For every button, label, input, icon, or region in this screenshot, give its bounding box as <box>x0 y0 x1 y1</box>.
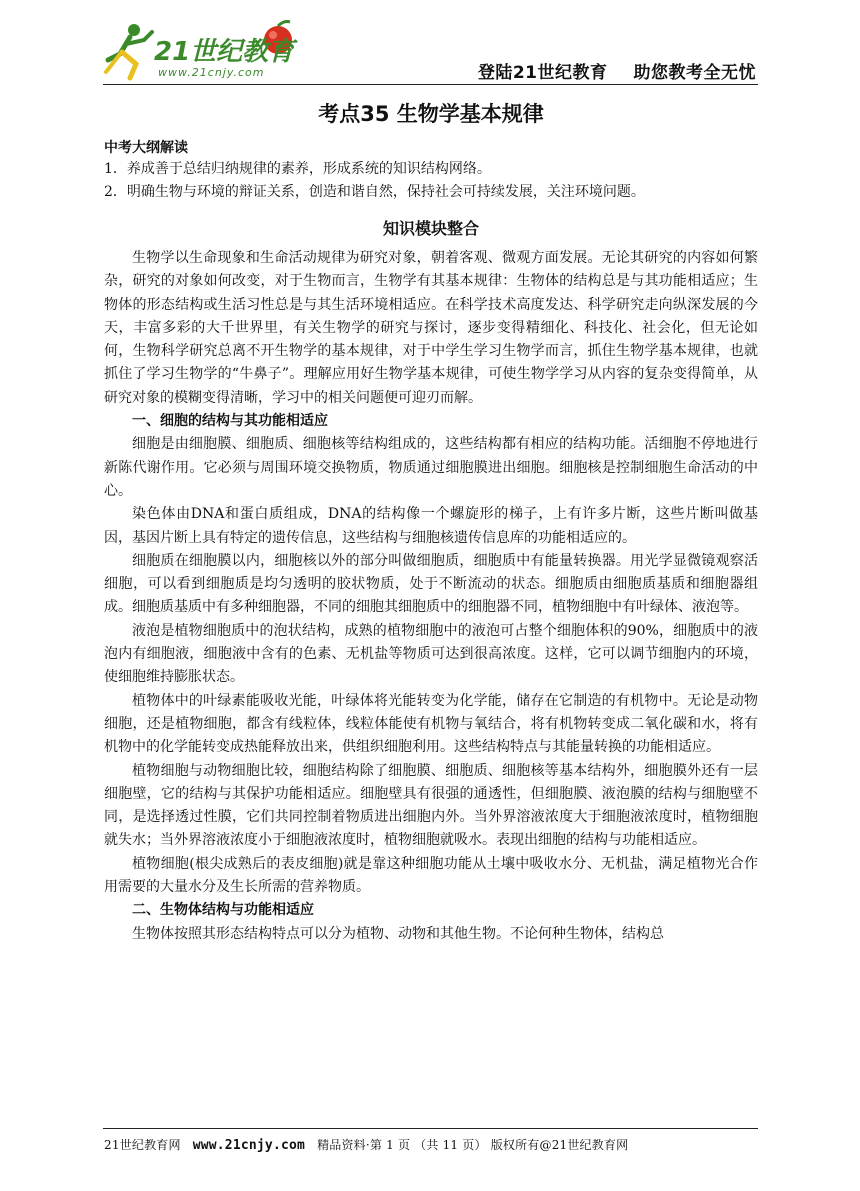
intro-paragraph: 生物学以生命现象和生命活动规律为研究对象，朝着客观、微观方面发展。无论其研究的内容如何繁杂，研究的对象如何改变，对于生物而言，生物学有其基本规律：生物体的结构总是与其功能相适应；生物体的形态结构或生活习性总是与其生活环境相适应。在科学技术高度发达、科学研究走向纵深发展的今天，丰富多彩的大千世界里，有关生物学的研究与探讨，逐步变得精细化、科技化、社会化，但无论如何，生物科学研究总离不开生物学的基本规律，对于中学生学习生物学而言，抓住生物学基本规律，也就抓住了学习生物学的“牛鼻子”。理解应用好生物学基本规律，可使生物学学习从内容的复杂变得简单，从研究对象的模糊变得清晰，学习中的相关问题便可迎刃而解。 <box>104 250 758 406</box>
paragraph: 液泡是植物细胞质中的泡状结构，成熟的植物细胞中的液泡可占整个细胞体积的90%，细胞质中的液泡内有细胞液，细胞液中含有的色素、无机盐等物质可达到很高浓度。这样，它可以调节细胞内的环境，使细胞维持膨胀状态。 <box>104 622 758 686</box>
paragraph: 染色体由DNA和蛋白质组成，DNA的结构像一个螺旋形的梯子，上有许多片断，这些片断叫做基因，基因片断上具有特定的遗传信息，这些结构与细胞核遗传信息库的功能相适应的。 <box>104 506 758 546</box>
outline-item: 2．明确生物与环境的辩证关系，创造和谐自然，保持社会可持续发展，关注环境问题。 <box>104 184 645 200</box>
document-body <box>104 98 758 946</box>
section-title: 知识模块整合 <box>382 219 479 238</box>
paragraph: 植物体中的叶绿素能吸收光能，叶绿体将光能转变为化学能，储存在它制造的有机物中。无论是动物细胞，还是植物细胞，都含有线粒体，线粒体能使有机物与氧结合，将有机物转变成二氧化碳和水，将有机物中的化学能转变成热能释放出来，供组织细胞利用。这些结构特点与其能量转换的功能相适应。 <box>104 692 758 756</box>
paragraph: 细胞质在细胞膜以内，细胞核以外的部分叫做细胞质，细胞质中有能量转换器。用光学显微镜观察活细胞，可以看到细胞质是均匀透明的胶状物质，处于不断流动的状态。细胞质由细胞质基质和细胞器组成。细胞质基质中有多种细胞器，不同的细胞其细胞质中的细胞器不同，植物细胞中有叶绿体、液泡等。 <box>104 552 758 616</box>
runner-icon <box>106 24 152 78</box>
footer-site-url[interactable]: www.21cnjy.com <box>192 1138 306 1153</box>
footer-page-info: 精品资料·第 1 页 （共 11 页） <box>317 1138 487 1152</box>
outline-item: 1．养成善于总结归纳规律的素养，形成系统的知识结构网络。 <box>104 161 491 177</box>
slogan-login: 登陆21世纪教育 <box>477 63 608 83</box>
page-title: 考点35 生物学基本规律 <box>318 102 544 126</box>
paragraph: 植物细胞与动物细胞比较，细胞结构除了细胞膜、细胞质、细胞核等基本结构外，细胞膜外还有一层细胞壁，它的结构与其保护功能相适应。细胞壁具有很强的通透性，但细胞膜、液泡膜的结构与细胞壁不同，是选择透过性膜，它们共同控制着物质进出细胞内外。当外界溶液浓度大于细胞液浓度时，植物细胞就失水；当外界溶液浓度小于细胞液浓度时，植物细胞就吸水。表现出细胞的结构与功能相适应。 <box>104 762 758 849</box>
part2-heading: 二、生物体结构与功能相适应 <box>132 902 314 919</box>
paragraph: 植物细胞(根尖成熟后的表皮细胞)就是靠这种细胞功能从土壤中吸收水分、无机盐，满足植物光合作用需要的大量水分及生长所需的营养物质。 <box>104 855 758 896</box>
header-slogan <box>478 58 756 83</box>
footer-site-name: 21世纪教育网 <box>104 1138 181 1152</box>
header-divider <box>103 84 758 85</box>
page-footer <box>104 1136 758 1153</box>
logo-url: www.21cnjy.com <box>158 66 265 79</box>
site-logo <box>100 20 310 82</box>
slogan-help: 助您教考全无忧 <box>633 63 756 83</box>
part1-heading: 一、细胞的结构与其功能相适应 <box>132 413 328 430</box>
page-header <box>0 0 860 90</box>
footer-divider <box>103 1128 758 1129</box>
paragraph: 生物体按照其形态结构特点可以分为植物、动物和其他生物。不论何种生物体，结构总 <box>132 925 664 942</box>
outline-heading: 中考大纲解读 <box>104 140 188 156</box>
paragraph: 细胞是由细胞膜、细胞质、细胞核等结构组成的，这些结构都有相应的结构功能。活细胞不停地进行新陈代谢作用。它必须与周围环境交换物质，物质通过细胞膜进出细胞。细胞核是控制细胞生命活动的中心。 <box>104 436 758 499</box>
logo-text: 21世纪教育 <box>154 37 295 67</box>
footer-copyright: 版权所有@21世纪教育网 <box>490 1138 629 1152</box>
